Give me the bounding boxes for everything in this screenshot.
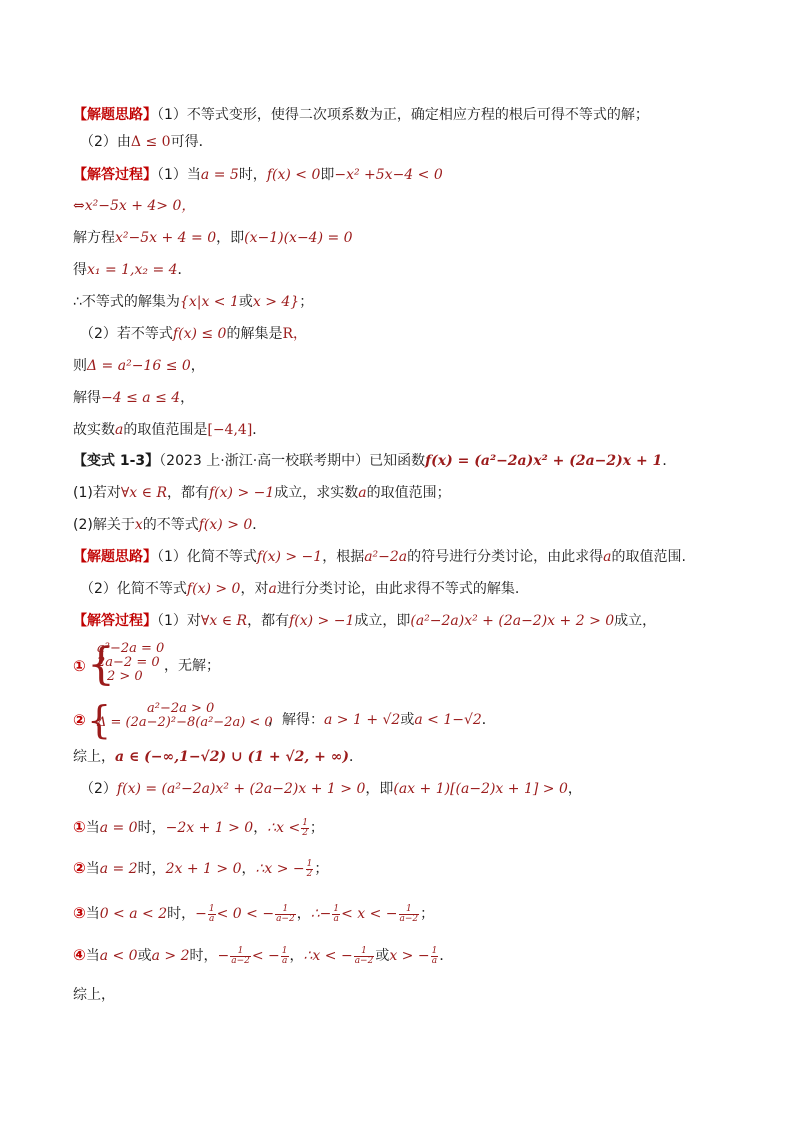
text-line: 【解答过程】（1）对∀x ∈ R，都有f(x) > −1成立，即(a²−2a)x² + (2a−2)x + 2 > 0成立， (73, 613, 657, 629)
text-line: 则Δ = a²−16 ≤ 0， (73, 358, 205, 374)
text-line: （2）f(x) = (a²−2a)x² + (2a−2)x + 1 > 0，即(ax + 1)[(a−2)x + 1] > 0， (80, 781, 582, 797)
text-line: 解得−4 ≤ a ≤ 4， (73, 390, 195, 406)
text-line: ∴不等式的解集为{x|x < 1或x > 4}； (73, 294, 314, 310)
left-brace-icon: { (87, 698, 112, 742)
case-line: ④当a < 0或a > 2时，− $\frac{1}{a-2}$ < − $\frac{1}{a}$ ，∴x < − $\frac{1}{a-2}$ 或x > − $\frac{1}{a}$ ． (73, 945, 454, 966)
text-line: 得x₁ = 1,x₂ = 4． (73, 262, 192, 278)
section-tag: 【解答过程】 (73, 613, 157, 629)
text-line: 解方程x²−5x + 4 = 0，即(x−1)(x−4) = 0 (73, 230, 353, 246)
text-line: 综上， (73, 987, 115, 1003)
circled-three-icon: ③ (73, 904, 86, 922)
problem-part: (1)若对∀x ∈ R，都有f(x) > −1成立，求实数a的取值范围； (73, 485, 451, 501)
section-tag: 【解答过程】 (73, 167, 157, 183)
section-tag: 【解题思路】 (73, 107, 157, 123)
circled-one-icon: ① (73, 657, 86, 675)
text-line: 【解答过程】（1）当a = 5时，f(x) < 0即−x² +5x−4 < 0 (73, 167, 443, 183)
case-line: ①当a = 0时，−2x + 1 > 0，∴x < $\frac{1}{2}$ ； (73, 817, 324, 838)
circled-two-icon: ② (73, 859, 86, 877)
problem-heading: 【变式 1-3】（2023 上·浙江·高一校联考期中）已知函数f(x) = (a²−2a)x² + (2a−2)x + 1． (73, 453, 677, 469)
case-line: ②当a = 2时，2x + 1 > 0，∴x > − $\frac{1}{2}$ ； (73, 858, 329, 879)
section-tag: 【解题思路】 (73, 549, 157, 565)
case-line: ③当0 < a < 2时，− $\frac{1}{a}$ < 0 < − $\frac{1}{a-2}$ ，∴− $\frac{1}{a}$ < x < − $\frac{1}{a-2}$ ； (73, 903, 435, 924)
text-line: 故实数a的取值范围是[−4,4]． (73, 422, 267, 438)
variant-tag: 【变式 1-3】 (73, 453, 160, 469)
text-line: 【解题思路】（1）不等式变形，使得二次项系数为正，确定相应方程的根后可得不等式的解； (73, 107, 649, 123)
text-line: 综上，a ∈ (−∞,1−√2) ∪ (1 + √2, + ∞)． (73, 749, 364, 765)
text-line: （2）化简不等式f(x) > 0，对a进行分类讨论，由此求得不等式的解集. (80, 581, 520, 597)
circled-one-icon: ① (73, 818, 86, 836)
left-brace-icon: { (87, 639, 115, 690)
text-line: （2）若不等式f(x) ≤ 0的解集是R， (80, 326, 308, 342)
circled-two-icon: ② (73, 711, 86, 729)
circled-four-icon: ④ (73, 946, 86, 964)
math-line: ⇔x²−5x + 4> 0， (73, 198, 196, 214)
text-line: （2）由Δ ≤ 0可得． (80, 134, 213, 150)
problem-part: (2)解关于x的不等式f(x) > 0． (73, 517, 267, 533)
text-line: 【解题思路】（1）化简不等式f(x) > −1，根据a²−2a的符号进行分类讨论，由此求得a的取值范围. (73, 549, 686, 565)
